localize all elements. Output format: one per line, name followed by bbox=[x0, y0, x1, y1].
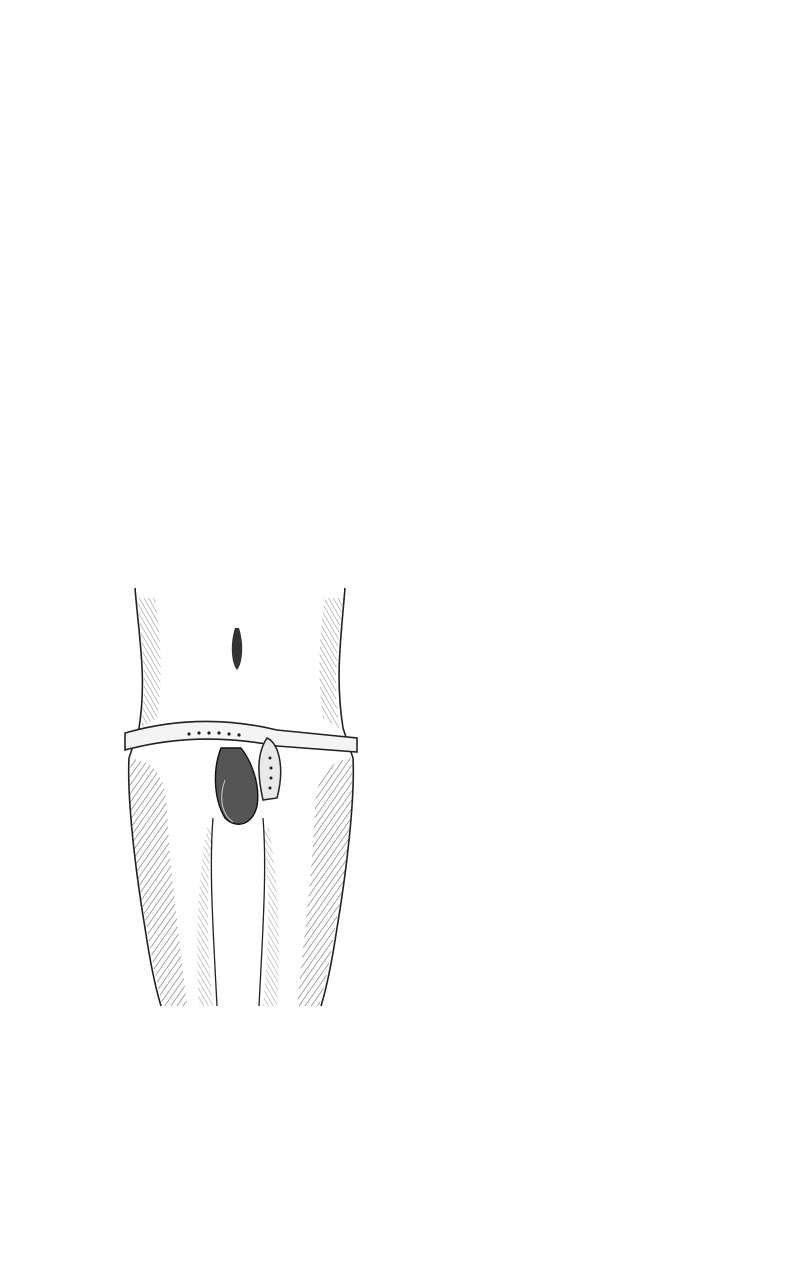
truss-engraving bbox=[117, 568, 363, 1008]
figure-39-truss-illustration bbox=[117, 568, 363, 1008]
